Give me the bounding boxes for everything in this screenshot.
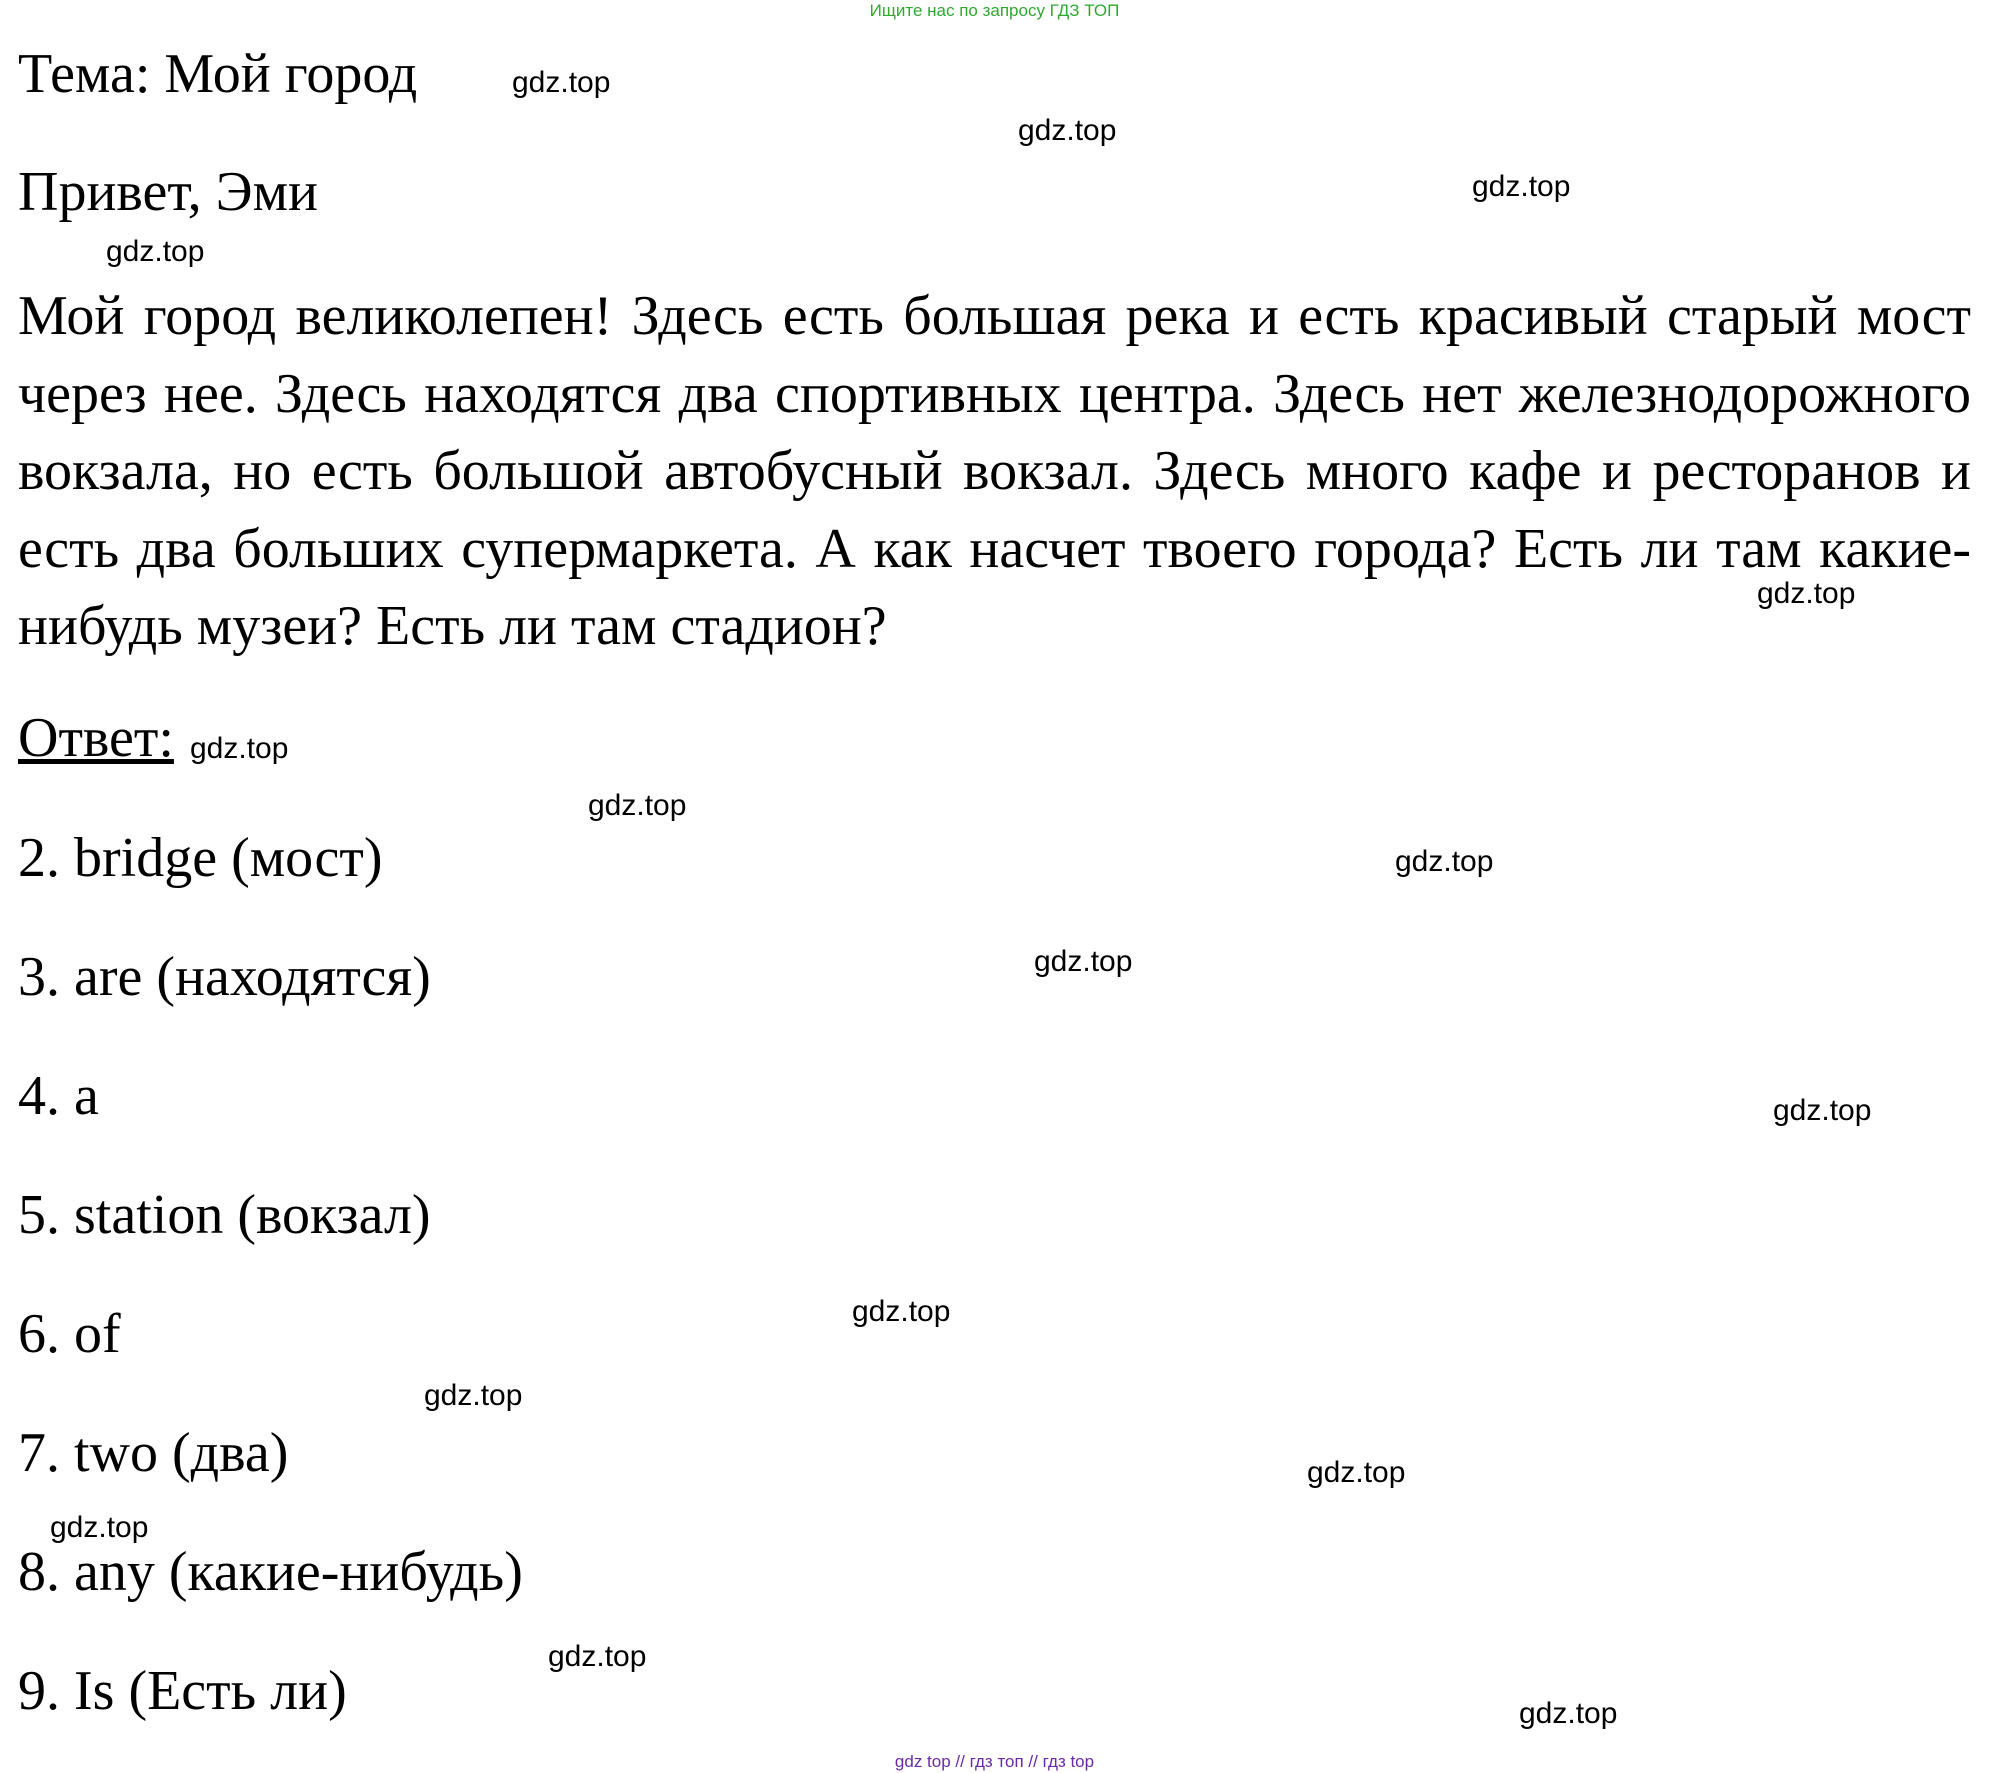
watermark: gdz.top — [1757, 577, 1856, 610]
watermark: gdz.top — [190, 732, 289, 765]
watermark: gdz.top — [1018, 114, 1117, 147]
answer-item: 2. bridge (мост) — [18, 827, 383, 889]
bottom-banner: gdz top // гдз топ // гдз top — [894, 1752, 1095, 1771]
watermark: gdz.top — [1034, 945, 1133, 978]
watermark: gdz.top — [1472, 170, 1571, 203]
watermark: gdz.top — [1519, 1697, 1618, 1730]
watermark: gdz.top — [852, 1295, 951, 1328]
watermark: gdz.top — [588, 789, 687, 822]
greeting-line: Привет, Эми — [18, 161, 319, 223]
answer-item: 3. are (находятся) — [18, 946, 431, 1008]
answer-item: 9. Is (Есть ли) — [18, 1660, 347, 1722]
watermark: gdz.top — [1773, 1094, 1872, 1127]
watermark: gdz.top — [548, 1640, 647, 1673]
answer-item: 7. two (два) — [18, 1422, 289, 1484]
answer-item: 4. a — [18, 1065, 99, 1127]
watermark: gdz.top — [512, 66, 611, 99]
watermark: gdz.top — [424, 1379, 523, 1412]
top-banner: Ищите нас по запросу ГДЗ ТОП — [869, 1, 1120, 20]
watermark: gdz.top — [1395, 845, 1494, 878]
topic-heading: Тема: Мой город — [18, 43, 418, 105]
answer-label: Ответ: — [18, 707, 174, 769]
answer-item: 6. of — [18, 1303, 121, 1365]
letter-paragraph: Мой город великолепен! Здесь есть большая река и есть красивый старый мост через нее. Здесь находятся два спортивных центра. Здесь нет железнодорожного вокзала, но есть большой автобусный вокзал. Здесь много кафе и ресторанов и есть два больших супермаркета. А как насчет твоего города? Есть ли там какие-нибудь музеи? Есть ли там стадион? — [18, 285, 1971, 657]
answer-item: 8. any (какие-нибудь) — [18, 1541, 523, 1603]
watermark: gdz.top — [106, 235, 205, 268]
watermark: gdz.top — [1307, 1456, 1406, 1489]
answer-item: 5. station (вокзал) — [18, 1184, 431, 1246]
watermark: gdz.top — [50, 1511, 149, 1544]
